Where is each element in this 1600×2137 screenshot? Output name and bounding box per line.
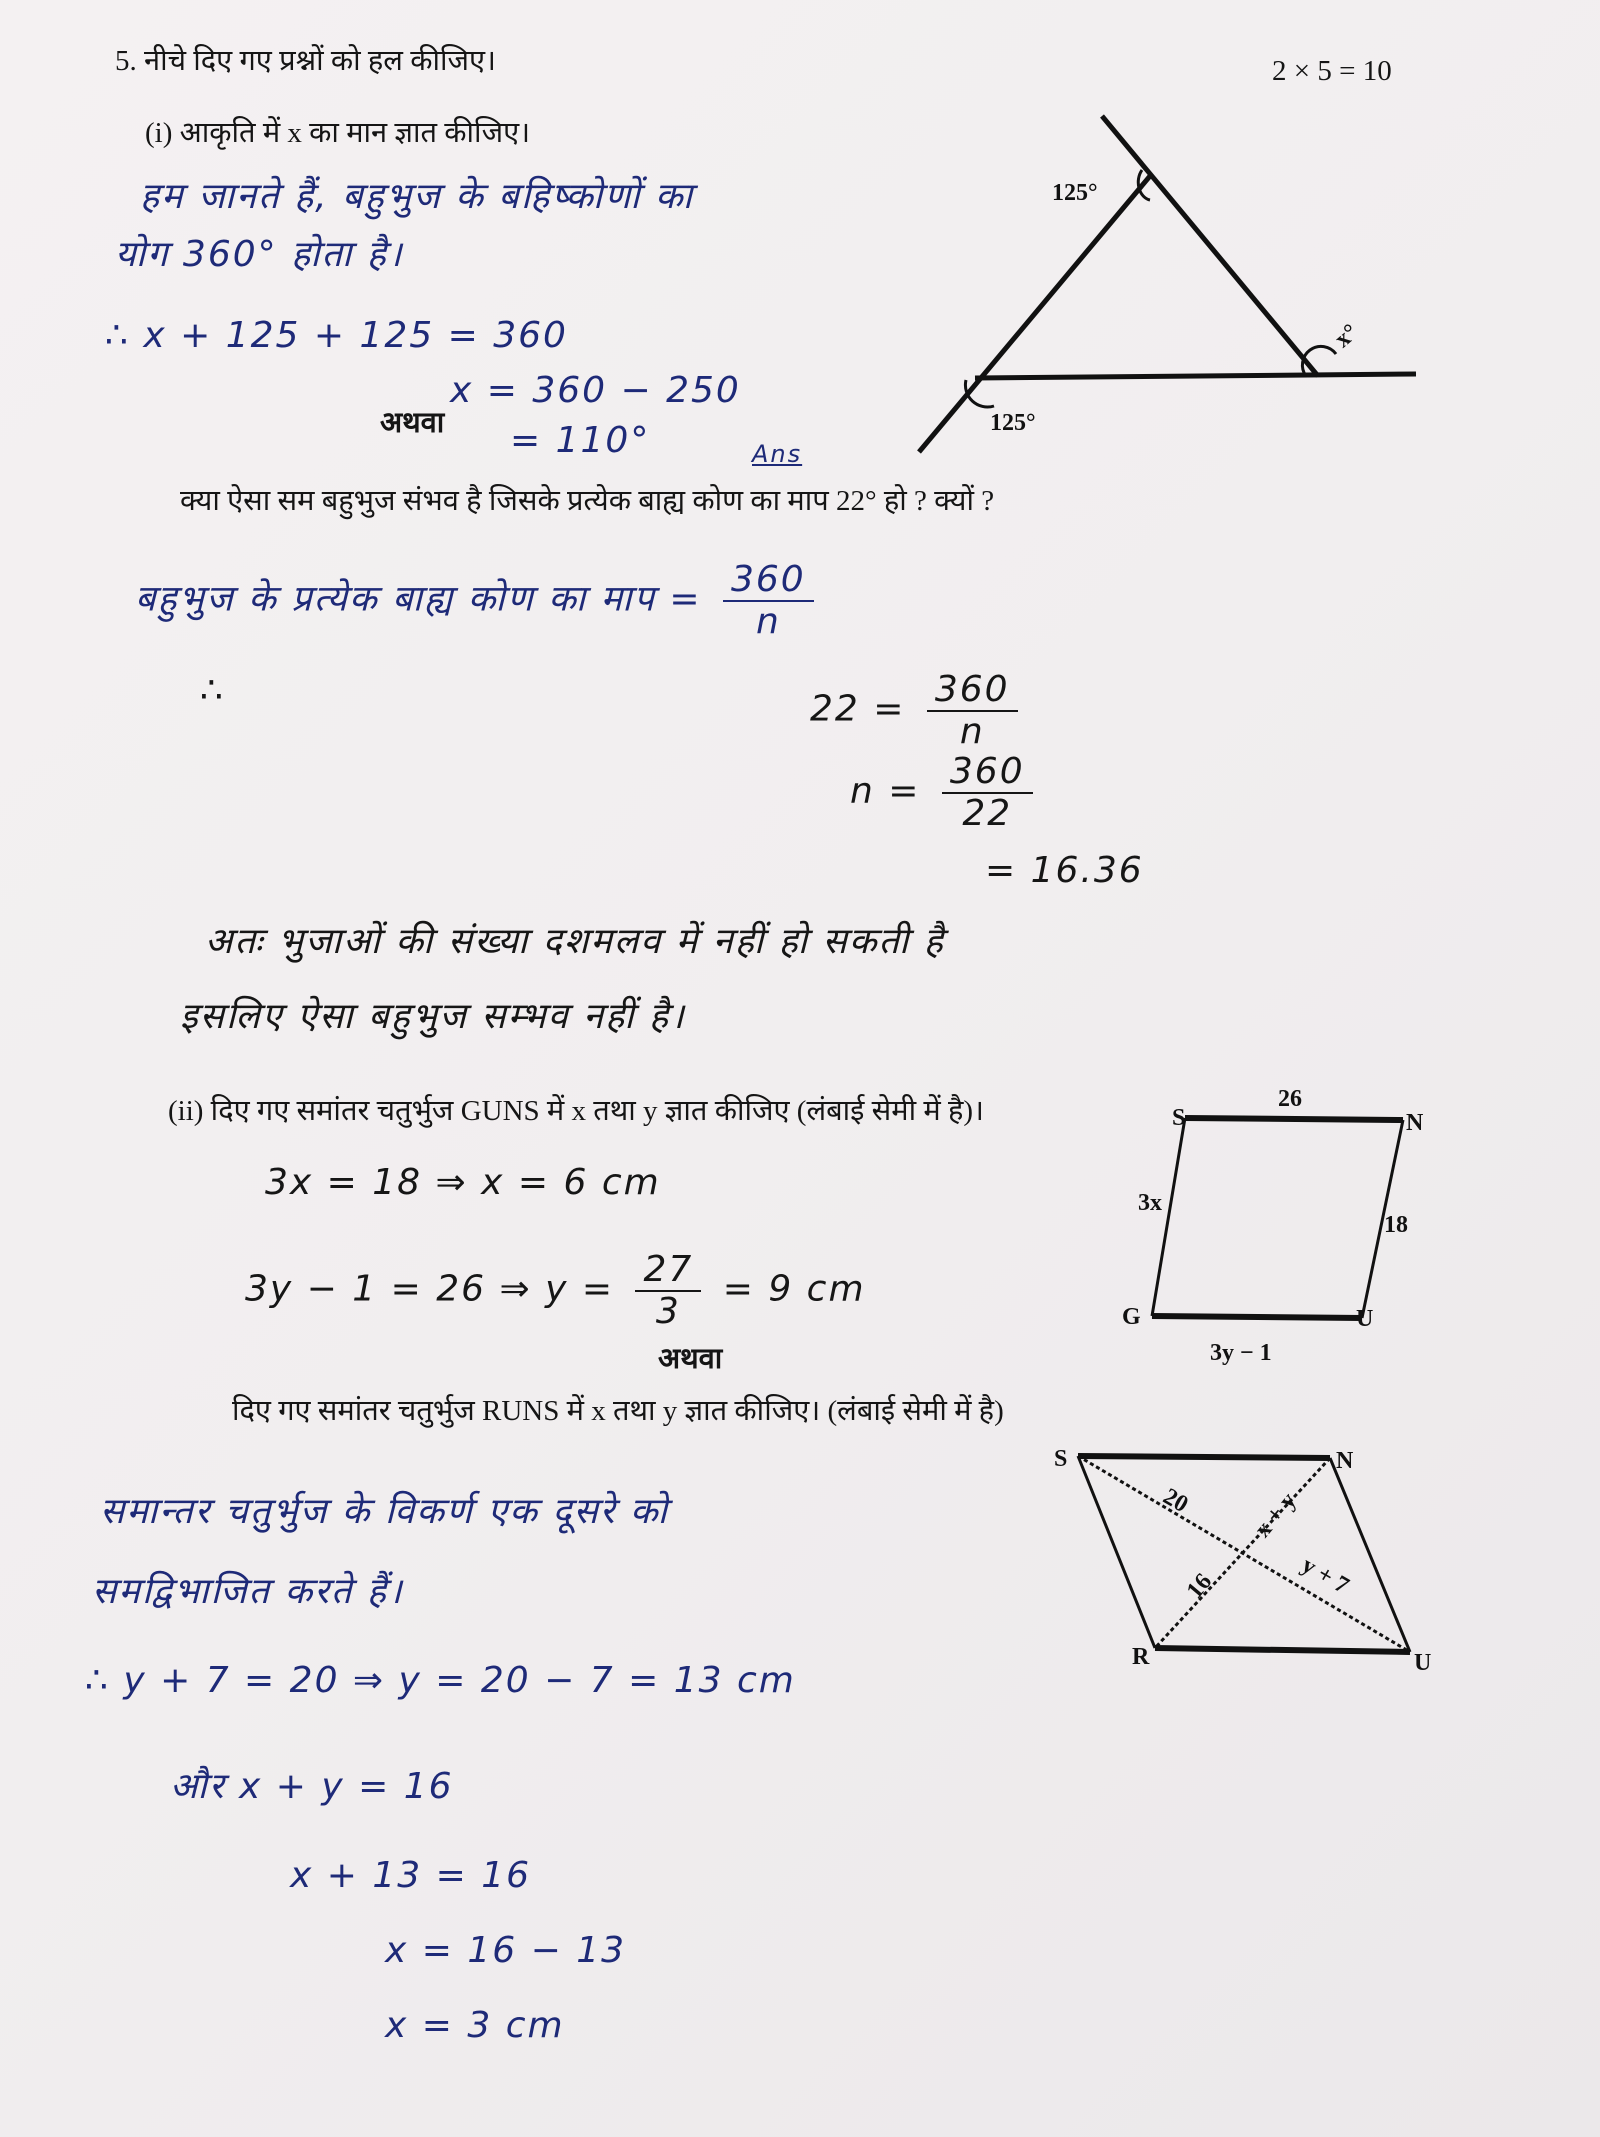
or-label: अथवा — [380, 407, 445, 439]
vertex-s: S — [1054, 1446, 1068, 1472]
answer-text: हम जानते हैं, बहुभुज के बहिष्कोणों का — [140, 176, 695, 217]
side-right-label: 18 — [1384, 1212, 1408, 1238]
answer-text: समान्तर चतुर्भुज के विकर्ण एक दूसरे को — [100, 1491, 669, 1532]
vertex-n: N — [1336, 1448, 1354, 1474]
vertex-u: U — [1356, 1306, 1374, 1332]
parallelogram-guns — [1152, 1118, 1403, 1318]
numerator: 27 — [635, 1250, 701, 1292]
lhs: 22 = — [810, 688, 906, 730]
answer-text: बहुभुज के प्रत्येक बाह्य कोण का माप = — [135, 578, 702, 620]
fraction — [635, 1250, 701, 1331]
answer-equation — [850, 752, 1041, 833]
part-ii-question: (ii) दिए गए समांतर चतुर्भुज GUNS में x तथा y ज्ञात कीजिए (लंबाई सेमी में है)। — [168, 1095, 985, 1127]
answer-equation: = 16.36 — [985, 850, 1144, 891]
or-label: अथवा — [658, 1343, 723, 1375]
angle-bottom-label: 125° — [990, 410, 1036, 436]
answer-text: योग 360° होता है। — [115, 234, 404, 275]
fraction — [723, 560, 814, 641]
fraction — [942, 752, 1033, 833]
diagonal-label-xy: x + y — [1249, 1487, 1302, 1543]
vertex-u: U — [1414, 1650, 1432, 1676]
question-heading: 5. नीचे दिए गए प्रश्नों को हल कीजिए। — [115, 45, 497, 77]
denominator: n — [959, 710, 985, 752]
answer-equation: x = 360 − 250 — [450, 370, 741, 411]
part-i-alt-question: क्या ऐसा सम बहुभुज संभव है जिसके प्रत्येक बाह्य कोण का माप 22° हो ? क्यों ? — [180, 485, 995, 517]
answer-equation — [245, 1250, 866, 1331]
triangle-figure — [919, 116, 1416, 452]
lhs: 3y − 1 = 26 ⇒ y = — [245, 1268, 614, 1310]
answer-equation: ∴ x + 125 + 125 = 360 — [105, 315, 568, 356]
vertex-g: G — [1122, 1304, 1141, 1330]
numerator: 360 — [723, 560, 814, 602]
vertex-n: N — [1406, 1110, 1424, 1136]
vertex-r: R — [1132, 1644, 1150, 1670]
side-left-label: 3x — [1138, 1190, 1162, 1216]
part-ii-alt-question: दिए गए समांतर चतुर्भुज RUNS में x तथा y ज्ञात कीजिए। (लंबाई सेमी में है) — [232, 1395, 1004, 1427]
diagonal-label-20: 20 — [1158, 1483, 1193, 1519]
answer-equation: और x + y = 16 — [170, 1766, 454, 1807]
answer-text: अतः भुजाओं की संख्या दशमलव में नहीं हो सकती है — [205, 921, 945, 962]
diagonal-label-y7: y + 7 — [1297, 1552, 1354, 1600]
side-top-label: 26 — [1278, 1086, 1302, 1112]
answer-equation: 3x = 18 ⇒ x = 6 cm — [265, 1162, 661, 1203]
diagonal-label-16: 16 — [1181, 1568, 1218, 1604]
denominator: 22 — [962, 792, 1013, 834]
rhs: = 9 cm — [722, 1268, 866, 1310]
angle-top-label: 125° — [1052, 180, 1098, 206]
denominator: 3 — [655, 1290, 681, 1332]
fraction — [927, 670, 1018, 751]
answer-equation: x + 13 = 16 — [290, 1855, 532, 1896]
numerator: 360 — [942, 752, 1033, 794]
vertex-s: S — [1172, 1105, 1186, 1131]
answer-text — [135, 560, 822, 641]
denominator: n — [755, 600, 781, 642]
answer-text: समद्विभाजित करते हैं। — [92, 1571, 404, 1612]
answer-mark: Ans — [752, 440, 803, 468]
answer-text: इसलिए ऐसा बहुभुज सम्भव नहीं है। — [180, 996, 686, 1037]
part-i-question: (i) आकृति में x का मान ज्ञात कीजिए। — [145, 117, 531, 149]
answer-equation: = 110° — [510, 420, 651, 461]
therefore-symbol: ∴ — [200, 670, 225, 711]
numerator: 360 — [927, 670, 1018, 712]
answer-equation: x = 16 − 13 — [385, 1930, 627, 1971]
marks-label: 2 × 5 = 10 — [1272, 55, 1392, 87]
answer-equation: ∴ y + 7 = 20 ⇒ y = 20 − 7 = 13 cm — [85, 1660, 796, 1701]
angle-x-label: x° — [1329, 319, 1364, 353]
parallelogram-runs — [1078, 1456, 1410, 1652]
lhs: n = — [850, 770, 921, 812]
answer-equation: x = 3 cm — [385, 2005, 565, 2046]
answer-equation — [810, 670, 1026, 751]
side-bottom-label: 3y − 1 — [1210, 1340, 1272, 1366]
